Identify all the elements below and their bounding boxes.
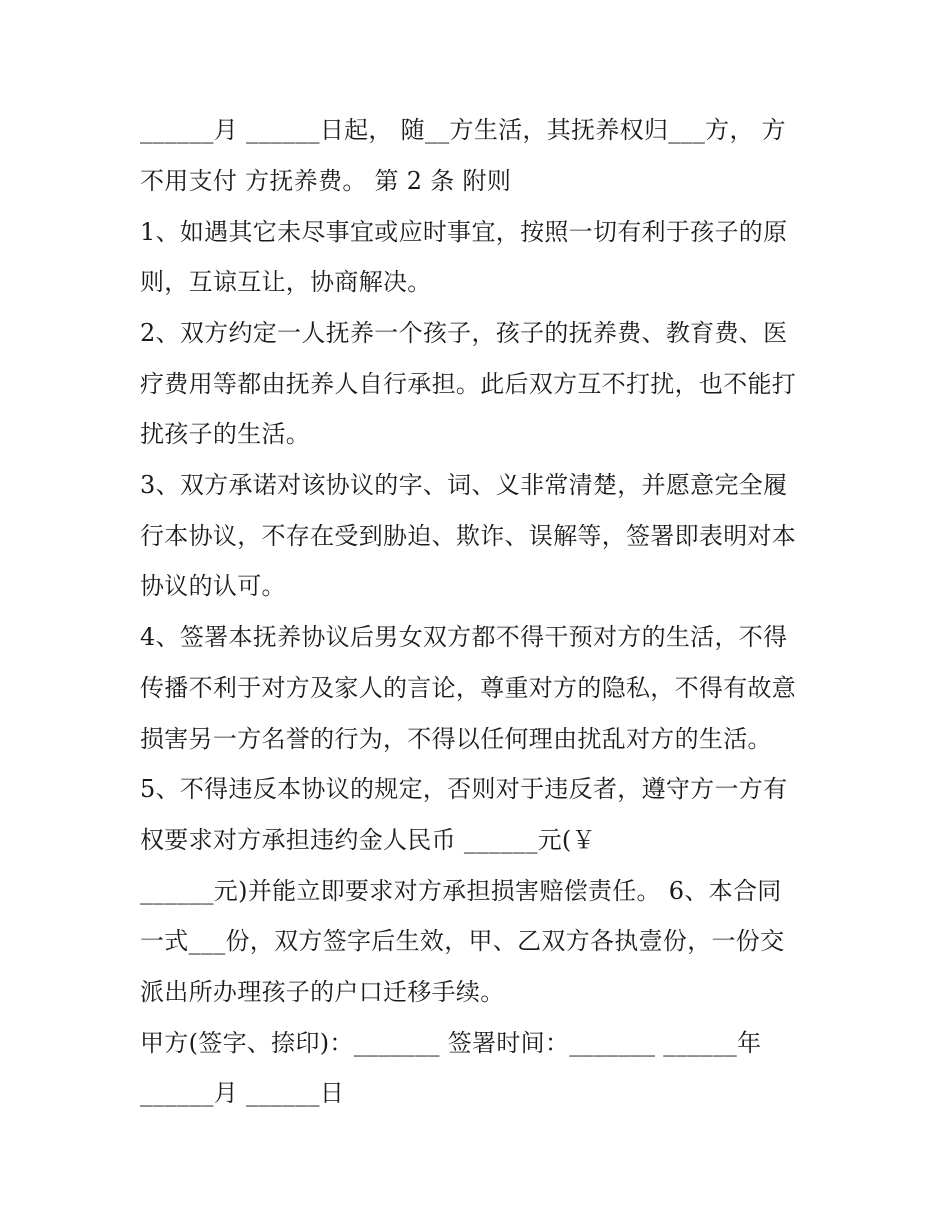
text-line: 派出所办理孩子的户口迁移手续。: [140, 978, 505, 1006]
text-line: ______元)并能立即要求对方承担损害赔偿责任。 6、本合同: [140, 877, 782, 905]
text-line: 一式___份，双方签字后生效，甲、乙双方各执壹份，一份交: [140, 927, 785, 955]
text-line: 则，互谅互让，协商解决。: [140, 268, 432, 296]
text-line: 传播不利于对方及家人的言论，尊重对方的隐私，不得有故意: [140, 674, 797, 702]
text-line: 损害另一方名誉的行为，不得以任何理由扰乱对方的生活。: [140, 725, 772, 753]
text-line: 3、双方承诺对该协议的字、词、义非常清楚，并愿意完全履: [140, 471, 788, 499]
text-line: 行本协议，不存在受到胁迫、欺诈、误解等，签署即表明对本: [140, 522, 797, 550]
text-line: 不用支付 方抚养费。 第 2 条 附则: [140, 167, 512, 195]
text-line: ______月 ______日: [140, 1079, 345, 1107]
text-line: 甲方(签字、捺印)：_______ 签署时间：_______ ______年: [140, 1029, 762, 1057]
text-line: 1、如遇其它未尽事宜或应时事宜，按照一切有利于孩子的原: [140, 218, 788, 246]
text-line: 4、签署本抚养协议后男女双方都不得干预对方的生活，不得: [140, 623, 788, 651]
text-line: 协议的认可。: [140, 572, 286, 600]
text-line: 5、不得违反本协议的规定，否则对于违反者，遵守方一方有: [140, 775, 788, 803]
text-line: 2、双方约定一人抚养一个孩子，孩子的抚养费、教育费、医: [140, 319, 788, 347]
text-line: ______月 ______日起， 随__方生活，其抚养权归___方， 方: [140, 116, 786, 144]
text-line: 扰孩子的生活。: [140, 420, 311, 448]
text-line: 权要求对方承担违约金人民币 ______元(￥: [140, 826, 596, 854]
text-line: 疗费用等都由抚养人自行承担。此后双方互不打扰，也不能打: [140, 370, 797, 398]
